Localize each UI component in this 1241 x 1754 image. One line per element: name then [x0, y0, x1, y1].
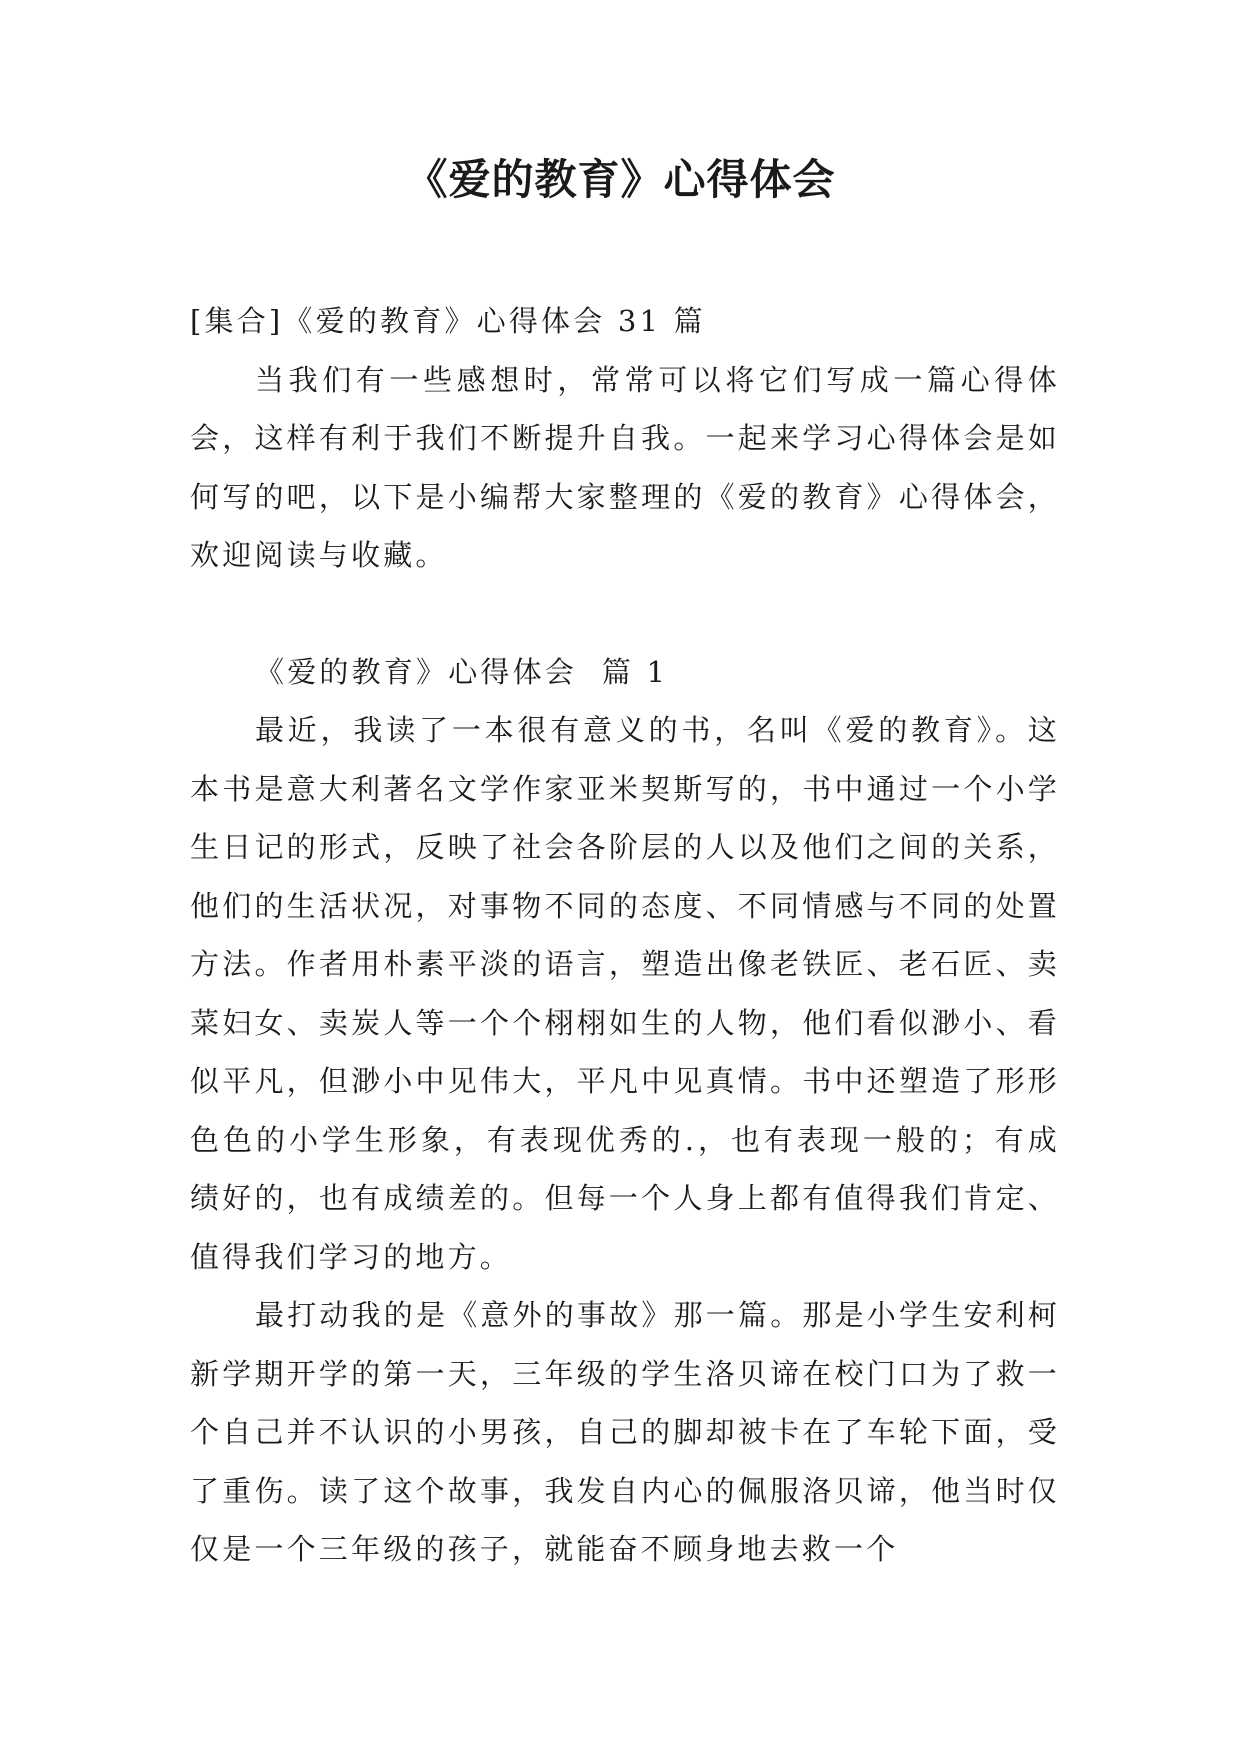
intro-paragraph: 当我们有一些感想时，常常可以将它们写成一篇心得体会，这样有利于我们不断提升自我。一起来学习心得体会是如何写的吧，以下是小编帮大家整理的《爱的教育》心得体会，欢迎阅读与收藏。: [190, 362, 1060, 572]
body-paragraph-2: 最打动我的是《意外的事故》那一篇。那是小学生安利柯新学期开学的第一天，三年级的学生洛贝谛在校门口为了救一个自己并不认识的小男孩，自己的脚却被卡在了车轮下面，受了重伤。读了这个故事，我发自内心的佩服洛贝谛，他当时仅仅是一个三年级的孩子，就能奋不顾身地去救一个: [190, 1298, 1061, 1566]
section-spacer: [190, 585, 1060, 643]
body-paragraph-1: 最近，我读了一本很有意义的书，名叫《爱的教育》。这本书是意大利著名文学作家亚米契斯写的，书中通过一个小学生日记的形式，反映了社会各阶层的人以及他们之间的关系，他们的生活状况，对事物不同的态度、不同情感与不同的处置方法。作者用朴素平淡的语言，塑造出像老铁匠、老石匠、卖菜妇女、卖炭人等一个个栩栩如生的人物，他们看似渺小、看似平凡，但渺小中见伟大，平凡中见真情。书中还塑造了形形色色的小学生形象，有表现优秀的.，也有表现一般的；有成绩好的，也有成绩差的。但每一个人身上都有值得我们肯定、值得我们学习的地方。: [190, 713, 1060, 1274]
document-title: 《爱的教育》心得体会: [405, 155, 836, 204]
document-subtitle: [集合]《爱的教育》心得体会 31 篇: [190, 304, 706, 338]
section-heading: 《爱的教育》心得体会 篇 1: [255, 654, 669, 689]
document-body: [190, 292, 1060, 1579]
